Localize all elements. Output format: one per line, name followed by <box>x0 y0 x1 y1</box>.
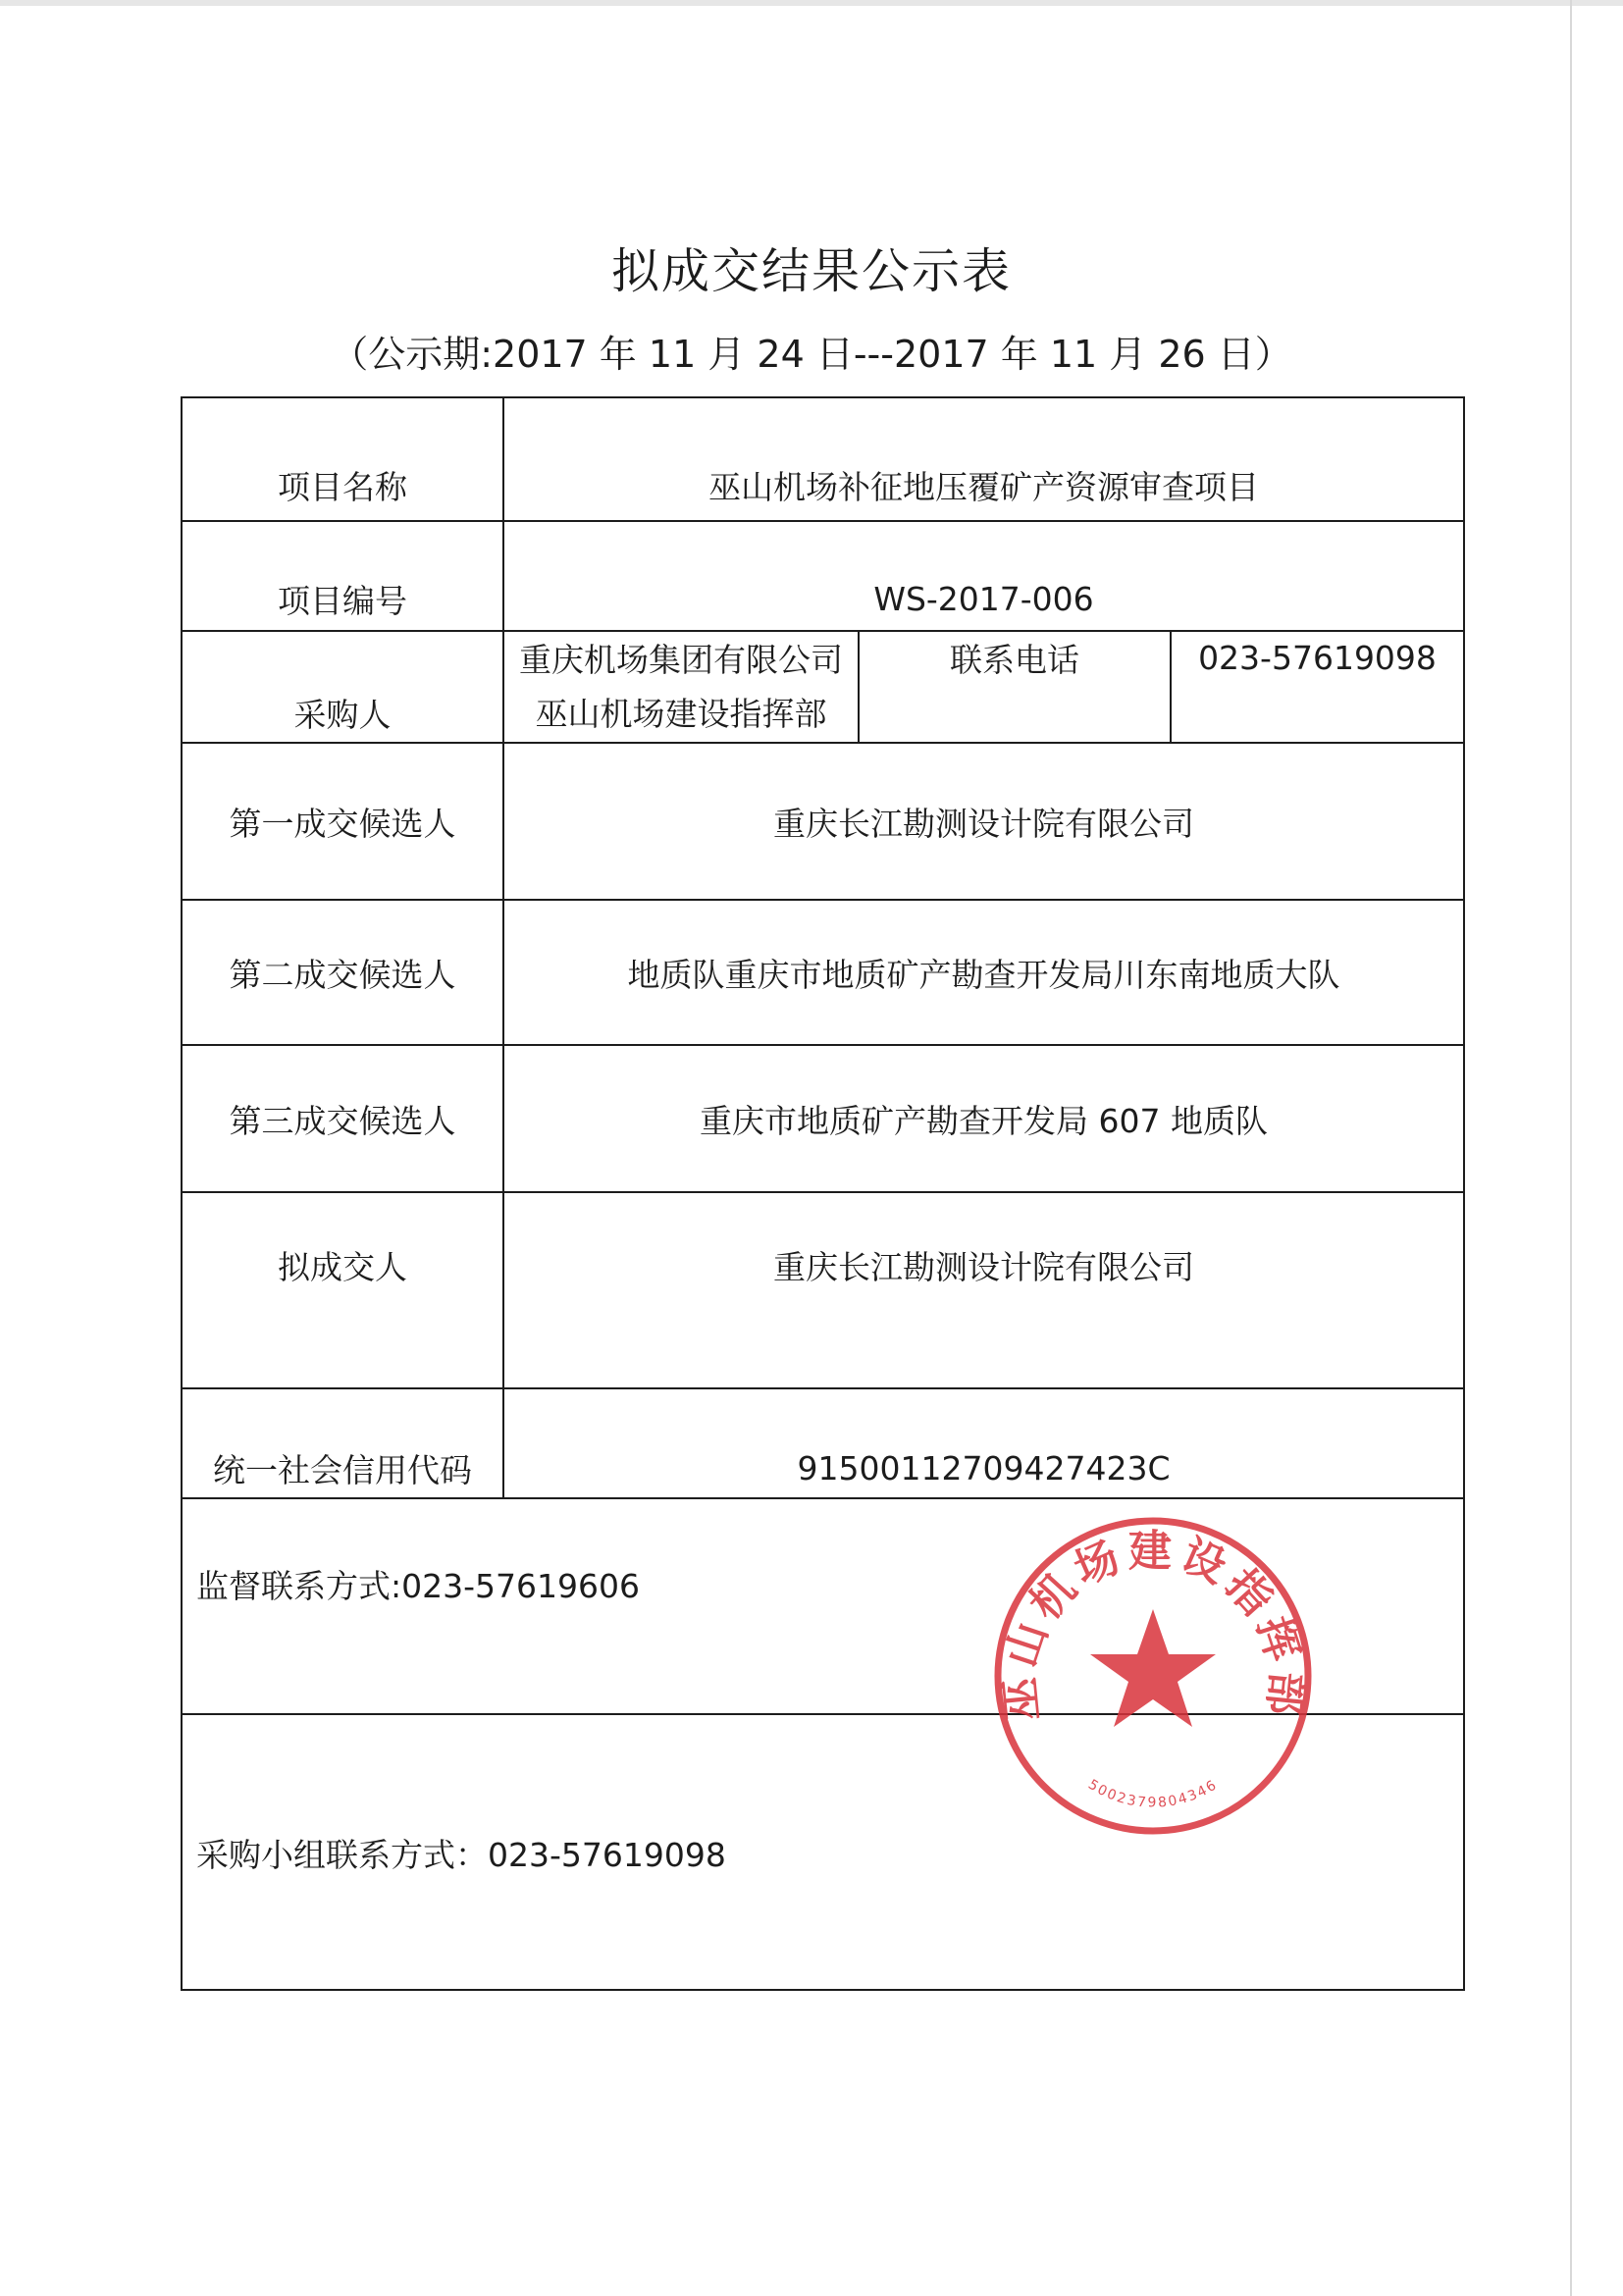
project-name-label: 项目名称 <box>278 467 407 506</box>
supervision-contact: 监督联系方式:023-57619606 <box>196 1566 640 1605</box>
project-number-value: WS-2017-006 <box>873 579 1094 618</box>
winner-value: 重庆长江勘测设计院有限公司 <box>773 1247 1194 1286</box>
row-divider <box>183 1497 1463 1499</box>
candidate2-label: 第二成交候选人 <box>229 955 456 994</box>
row-divider <box>183 1387 1463 1389</box>
official-seal-stamp <box>986 1509 1320 1843</box>
svg-text:巫山机场建设指挥部: 巫山机场建设指挥部 <box>994 1526 1312 1724</box>
publicity-period: （公示期:2017 年 11 月 24 日---2017 年 11 月 26 日） <box>331 333 1292 376</box>
seal-star-icon <box>1090 1609 1216 1727</box>
project-number-label: 项目编号 <box>278 581 407 620</box>
credit-code-value: 91500112709427423C <box>797 1448 1171 1487</box>
candidate1-value: 重庆长江勘测设计院有限公司 <box>773 804 1194 843</box>
purchaser-name-line1: 重庆机场集团有限公司 <box>519 640 843 679</box>
document-title: 拟成交结果公示表 <box>610 243 1012 299</box>
candidate2-value: 地质队重庆市地质矿产勘查开发局川东南地质大队 <box>627 955 1340 994</box>
candidate1-label: 第一成交候选人 <box>229 804 456 843</box>
purchaser-label: 采购人 <box>293 695 392 734</box>
svg-text:5002379804346: 5002379804346 <box>1084 1776 1222 1811</box>
purchaser-name-line2: 巫山机场建设指挥部 <box>535 694 827 733</box>
scan-edge-top <box>0 0 1623 6</box>
project-name-value: 巫山机场补征地压覆矿产资源审查项目 <box>708 467 1259 506</box>
purchaser-phone-label: 联系电话 <box>950 640 1079 679</box>
winner-label: 拟成交人 <box>278 1247 407 1286</box>
candidate3-label: 第三成交候选人 <box>229 1101 456 1140</box>
credit-code-label: 统一社会信用代码 <box>213 1450 472 1489</box>
purchaser-phone-value: 023-57619098 <box>1198 638 1437 677</box>
procurement-group-contact: 采购小组联系方式：023-57619098 <box>196 1835 726 1874</box>
candidate3-value: 重庆市地质矿产勘查开发局 607 地质队 <box>700 1101 1268 1140</box>
row-divider <box>183 520 1463 522</box>
